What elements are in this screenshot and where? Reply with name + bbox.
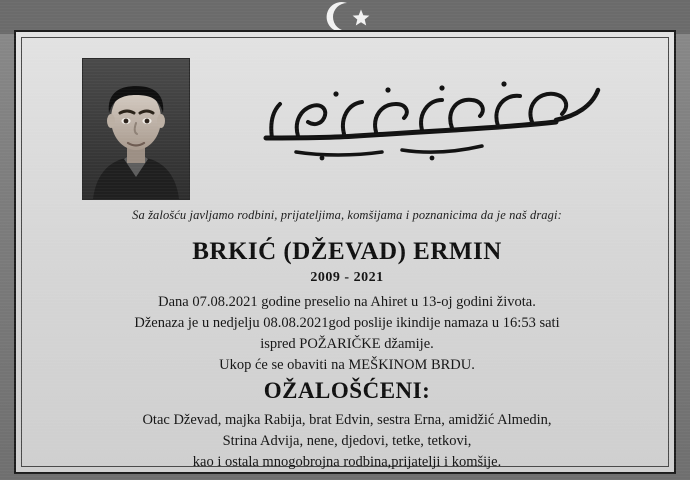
announcement-lead-text: Sa žalošću javljamo rodbini, prijateljima, komšijama i poznanicima da je naš dragi: (132, 208, 562, 222)
mourners-heading: OŽALOŠĆENI: (263, 378, 431, 403)
crescent-moon-and-star-icon (0, 0, 690, 34)
mourners-line: Strina Advija, nene, djedovi, tetke, tetkovi, (222, 433, 472, 449)
mourners-line: Otac Dževad, majka Rabija, brat Edvin, sestra Erna, amidžić Almedin, (142, 412, 552, 428)
mourners-line: kao i ostala mnogobrojna rodbina,prijatelji i komšije. (192, 454, 502, 470)
life-years: 2009 - 2021 (310, 270, 384, 285)
arabic-calligraphy (236, 60, 636, 170)
body-line: Ukop će se obaviti na MEŠKINOM BRDU. (219, 357, 475, 373)
deceased-name: BRKIĆ (DŽEVAD) ERMIN (192, 238, 502, 265)
body-line: Dana 07.08.2021 godine preselio na Ahiret u 13-oj godini života. (158, 294, 536, 310)
notice-card (14, 30, 676, 474)
mourners-list (16, 410, 678, 473)
body-line: ispred POŽARIČKE džamije. (260, 336, 434, 352)
announcement-body (16, 292, 678, 376)
body-line: Dženaza je u nedjelju 08.08.2021god poslije ikindije namaza u 16:53 sati (134, 315, 560, 331)
portrait-photo (82, 58, 190, 200)
